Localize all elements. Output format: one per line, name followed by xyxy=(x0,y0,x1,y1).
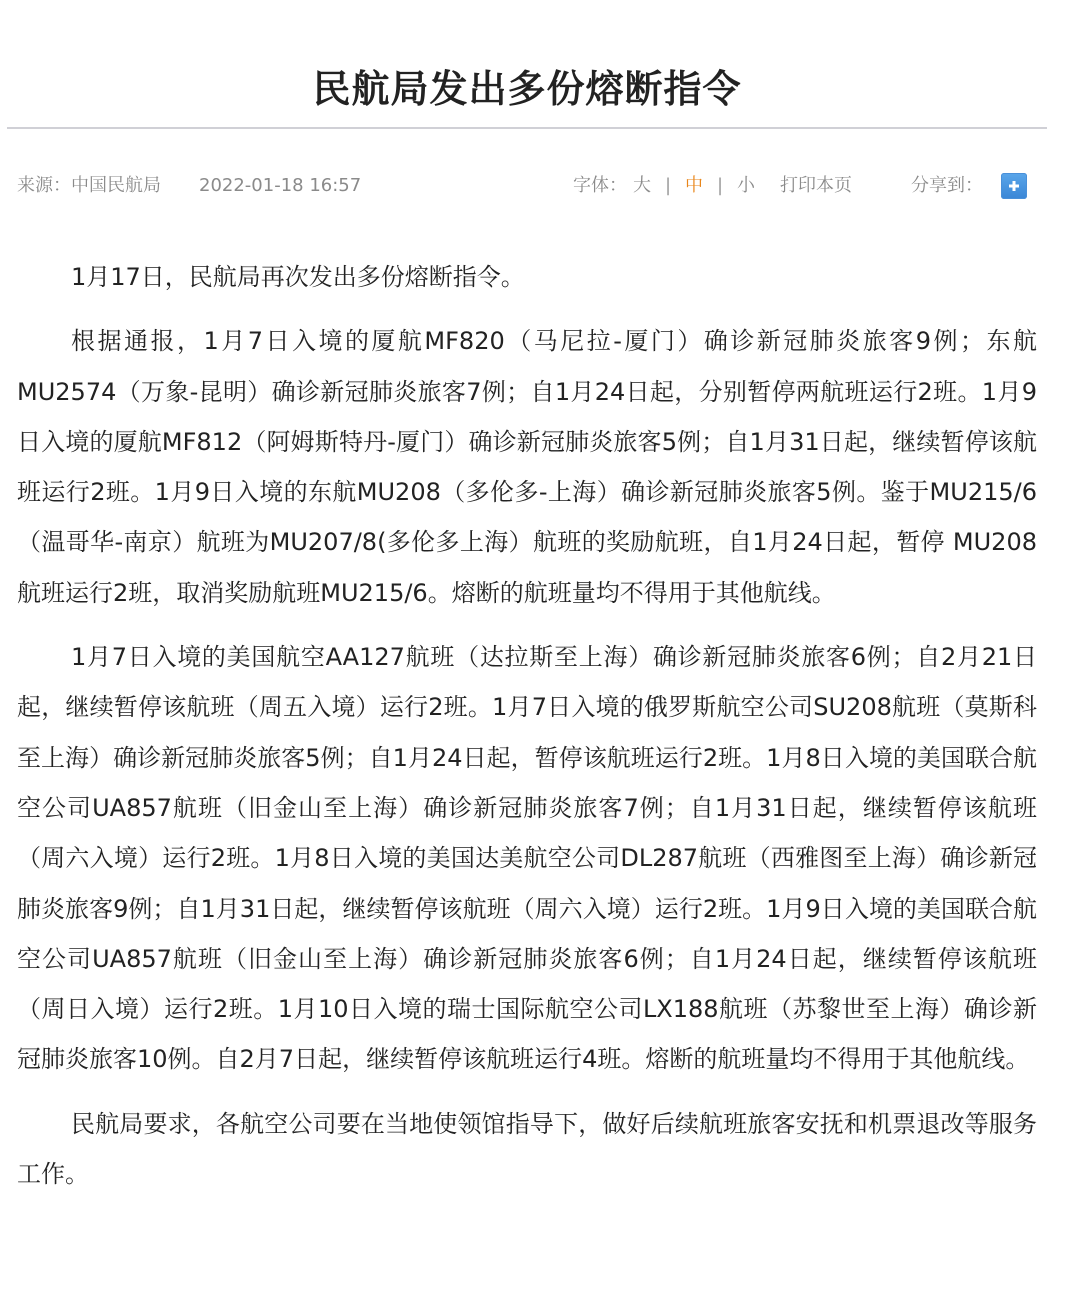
font-size-separator: | xyxy=(717,175,724,196)
article-source: 来源：中国民航局 xyxy=(17,175,161,196)
article-paragraph: 1月17日，民航局再次发出多份熔断指令。 xyxy=(71,263,525,291)
font-size-medium-button[interactable]: 中 xyxy=(685,175,703,196)
font-size-small-button[interactable]: 小 xyxy=(737,175,755,196)
print-page-link[interactable]: 打印本页 xyxy=(780,175,852,196)
article-paragraph: 根据通报，1月7日入境的厦航MF820（马尼拉-厦门）确诊新冠肺炎旅客9例；东航MU2574（万象-昆明）确诊新冠肺炎旅客7例；自1月24日起，分别暂停两航班运行2班。1月9日入境的厦航MF812（阿姆斯特丹-厦门）确诊新冠肺炎旅客5例；自1月31日起，继续暂停该航班运行2班。1月9日入境的东航MU208（多伦多-上海）确诊新冠肺炎旅客5例。鉴于MU215/6（温哥华-南京）航班为MU207/8(多伦多上海）航班的奖励航班，自1月24日起，暂停 MU208航班运行2班，取消奖励航班MU215/6。熔断的航班量均不得用于其他航线。 xyxy=(17,327,1037,607)
article-title: 民航局发出多份熔断指令 xyxy=(312,67,742,112)
article-meta-bar xyxy=(0,170,1080,202)
share-button[interactable] xyxy=(1001,173,1027,199)
share-label: 分享到： xyxy=(911,175,983,196)
plus-icon xyxy=(1008,180,1020,192)
publish-date: 2022-01-18 16:57 xyxy=(199,175,362,196)
font-size-separator: | xyxy=(665,175,672,196)
font-size-large-button[interactable]: 大 xyxy=(633,175,651,196)
font-size-label: 字体： xyxy=(573,175,627,196)
title-divider xyxy=(7,127,1047,129)
article-paragraph: 民航局要求，各航空公司要在当地使领馆指导下，做好后续航班旅客安抚和机票退改等服务工作。 xyxy=(17,1109,1037,1189)
article-body xyxy=(17,252,1037,1213)
article-paragraph: 1月7日入境的美国航空AA127航班（达拉斯至上海）确诊新冠肺炎旅客6例；自2月21日起，继续暂停该航班（周五入境）运行2班。1月7日入境的俄罗斯航空公司SU208航班（莫斯科至上海）确诊新冠肺炎旅客5例；自1月24日起，暂停该航班运行2班。1月8日入境的美国联合航空公司UA857航班（旧金山至上海）确诊新冠肺炎旅客7例；自1月31日起，继续暂停该航班（周六入境）运行2班。1月8日入境的美国达美航空公司DL287航班（西雅图至上海）确诊新冠肺炎旅客9例；自1月31日起，继续暂停该航班（周六入境）运行2班。1月9日入境的美国联合航空公司UA857航班（旧金山至上海）确诊新冠肺炎旅客6例；自1月24日起，继续暂停该航班（周日入境）运行2班。1月10日入境的瑞士国际航空公司LX188航班（苏黎世至上海）确诊新冠肺炎旅客10例。自2月7日起，继续暂停该航班运行4班。熔断的航班量均不得用于其他航线。 xyxy=(17,643,1037,1074)
